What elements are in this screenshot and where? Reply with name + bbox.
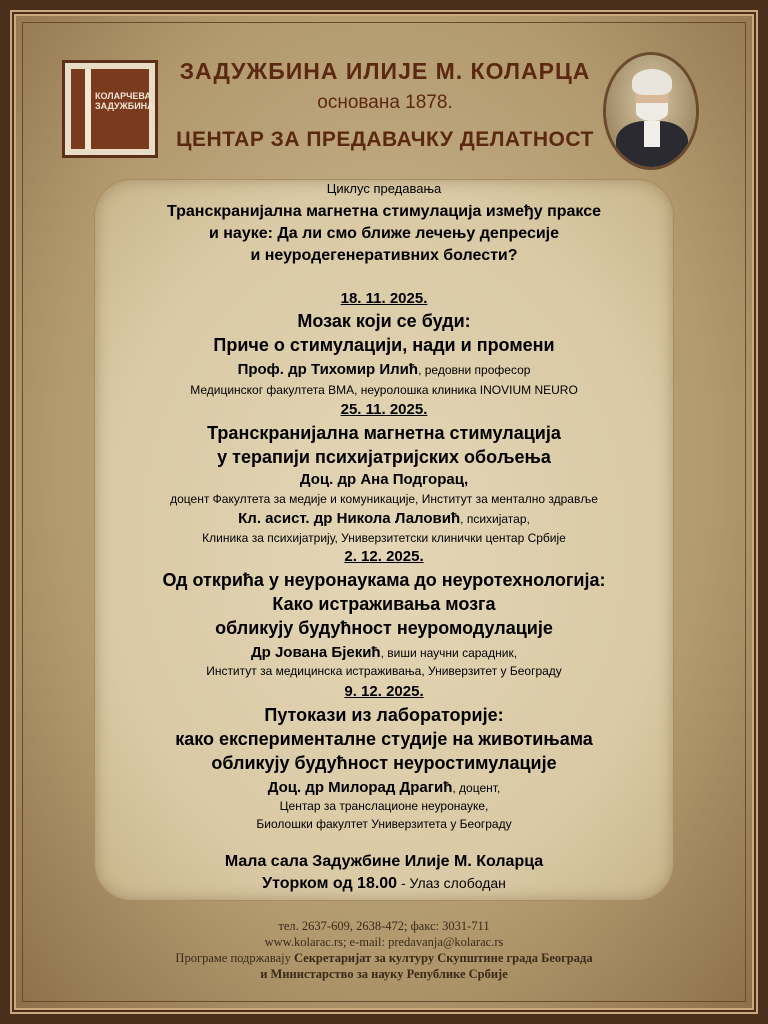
lecture-1-affiliation: Медицинског факултета ВМА, неуролошка клиника INOVIUM NEURO <box>190 383 578 397</box>
lecture-1-date: 18. 11. 2025. <box>340 290 428 307</box>
lecture-2-title-line-2: у терапији психијатријских обољења <box>217 447 551 467</box>
logo-text: КОЛАРЧЕВА ЗАДУЖБИНА <box>95 91 154 111</box>
lecture-2-speaker-1: Доц. др Ана Подгорац, <box>299 471 469 488</box>
founder-portrait <box>603 52 699 170</box>
lecture-4-title-line-2: како експерименталне студије на животињама <box>175 729 593 749</box>
lecture-2-title-line-1: Транскранијална магнетна стимулација <box>207 423 561 443</box>
lecture-1-speaker: Проф. др Тихомир Илић, редовни професор <box>237 361 531 378</box>
lecture-1-title-line-1: Мозак који се буди: <box>297 311 471 331</box>
kolarac-logo <box>62 60 158 158</box>
lecture-4-affiliation-1: Центар за транслационе неуронауке, <box>279 799 489 813</box>
lecture-2-date: 25. 11. 2025. <box>340 401 428 418</box>
cycle-title-line-1: Транскранијална магнетна стимулација између праксе <box>166 203 602 220</box>
lecture-3-date: 2. 12. 2025. <box>344 548 424 565</box>
lecture-3-speaker: Др Јована Бјекић, виши научни сарадник, <box>250 644 518 661</box>
lecture-3-title-line-3: обликују будућност неуромодулације <box>215 618 553 638</box>
lecture-4-speaker: Доц. др Милорад Драгић, доцент, <box>267 779 501 796</box>
cycle-label: Циклус предавања <box>326 181 442 196</box>
lecture-4-date: 9. 12. 2025. <box>344 683 424 700</box>
lecture-2-affiliation-2: Клиника за психијатрију, Универзитетски клинички центар Србије <box>202 531 566 545</box>
lecture-3-title-line-1: Од открића у неуронаукама до неуротехнологија: <box>162 570 606 590</box>
footer-phone: тел. 2637-609, 2638-472; факс: 3031-711 <box>278 919 490 933</box>
footer-web: www.kolarac.rs; e-mail: predavanja@kolarac.rs <box>264 935 504 949</box>
founded-year: основана 1878. <box>317 92 453 113</box>
lecture-4-title-line-1: Путокази из лабораторије: <box>264 705 504 725</box>
lecture-2-affiliation-1: доцент Факултета за медије и комуникације, Институт за ментално здравље <box>170 492 598 506</box>
lecture-3-title-line-2: Како истраживања мозга <box>272 594 496 614</box>
lecture-3-affiliation: Институт за медицинска истраживања, Универзитет у Београду <box>206 664 562 678</box>
foundation-title: ЗАДУЖБИНА ИЛИЈЕ М. КОЛАРЦА <box>179 58 591 84</box>
footer-support-line-2: и Министарство за науку Републике Србије <box>260 967 508 981</box>
lecture-4-affiliation-2: Биолошки факултет Универзитета у Београду <box>256 817 512 831</box>
venue-place: Мала сала Задужбине Илије М. Коларца <box>224 853 544 870</box>
cycle-title-line-3: и неуродегенеративних болести? <box>250 247 518 264</box>
lecture-2-speaker-2: Кл. асист. др Никола Лаловић, психијатар, <box>238 510 530 527</box>
footer-support: Програме подржавају Секретаријат за културу Скупштине града Београда <box>175 951 593 965</box>
venue-time: Уторком од 18.00 - Улаз слободан <box>262 875 506 892</box>
cycle-title-line-2: и науке: Да ли смо ближе лечењу депресије <box>208 225 560 242</box>
lecture-1-title-line-2: Приче о стимулацији, нади и промени <box>213 335 555 355</box>
lecture-4-title-line-3: обликују будућност неуростимулације <box>211 753 557 773</box>
center-title: ЦЕНТАР ЗА ПРЕДАВАЧКУ ДЕЛАТНОСТ <box>176 128 594 151</box>
